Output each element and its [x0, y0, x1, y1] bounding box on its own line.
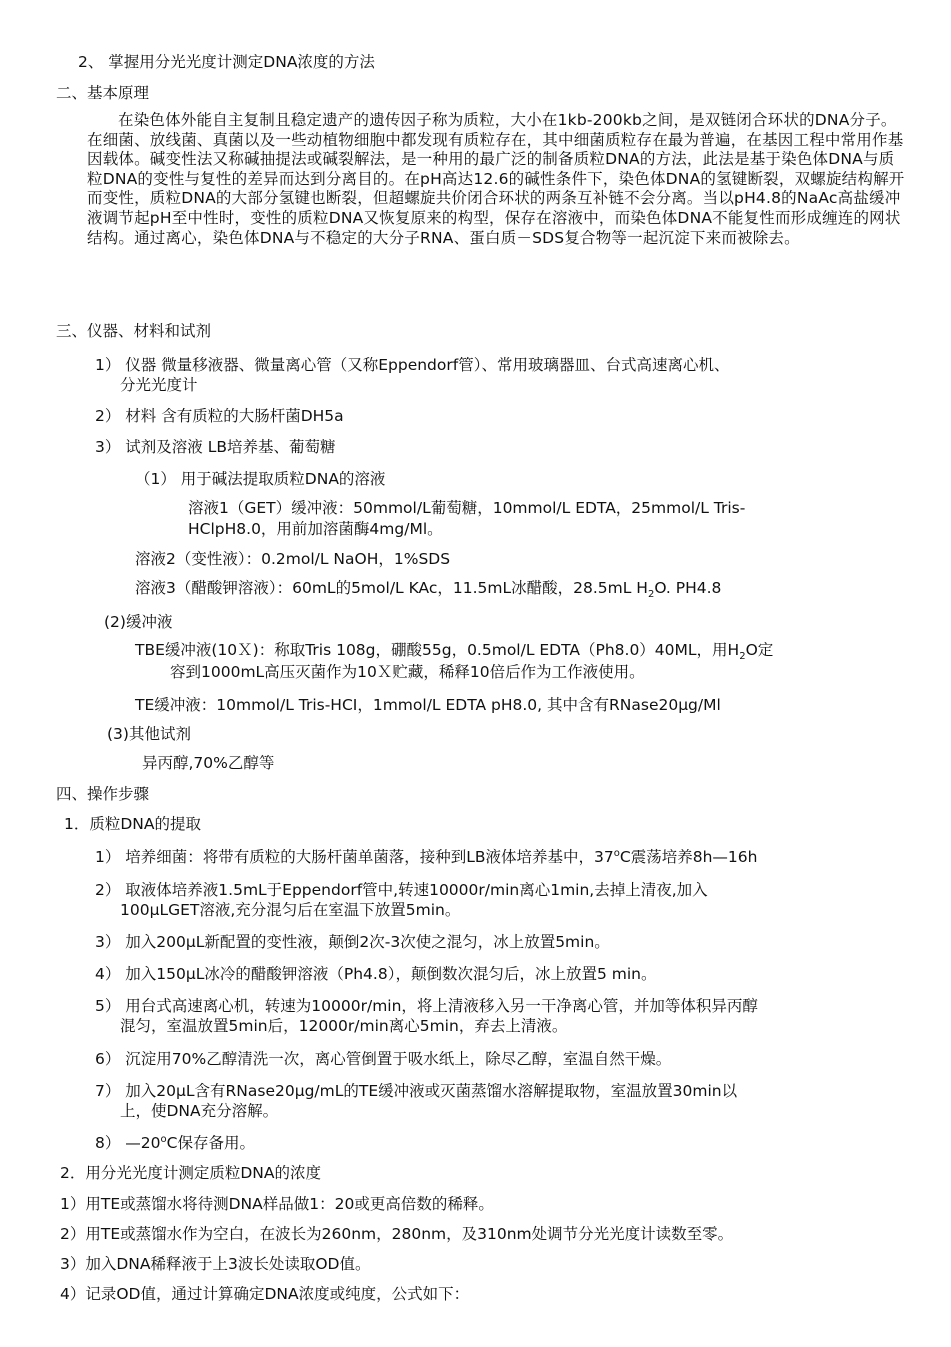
material-item: 2） 材料 含有质粒的大肠杆菌DH5a [95, 407, 344, 425]
tbe-buffer: TBE缓冲液(10Ｘ)：称取Tris 108g，硼酸55g，0.5mol/L EDTA（Ph8.0）40ML，用$H_2O$定 [135, 641, 774, 663]
step-5: 5） 用台式高速离心机，转速为10000r/min，将上清液移入另一干净离心管，并加等体积异丙醇 [95, 997, 758, 1015]
step-2: 2） 取液体培养液1.5mL于Eppendorf管中,转速10000r/min离心1min,去掉上清夜,加入 [95, 881, 708, 899]
solution-1: 溶液1（GET）缓冲液：50mmol/L葡萄糖，10mmol/L EDTA，25mmol/L Tris- [188, 499, 746, 517]
te-buffer: TE缓冲液：10mmol/L Tris-HCI，1mmol/L EDTA pH8.0, 其中含有RNase20μg/Ml [135, 696, 721, 714]
tbe-buffer-cont: 容到1000mL高压灭菌作为10Ｘ贮藏，稀释10倍后作为工作液使用。 [170, 663, 645, 681]
step-6: 6） 沉淀用70%乙醇清洗一次，离心管倒置于吸水纸上，除尽乙醇，室温自然干燥。 [95, 1050, 672, 1068]
step-1: 1） 培养细菌：将带有质粒的大肠杆菌单菌落，接种到LB液体培养基中，37$^o$C震荡培养8h—16h [95, 847, 758, 866]
section-4-heading: 四、操作步骤 [56, 785, 150, 803]
measure-step-3: 3）加入DNA稀释液于上3波长处读取OD值。 [60, 1255, 371, 1273]
part-1-heading: 1．质粒DNA的提取 [64, 815, 201, 833]
section-3-heading: 三、仪器、材料和试剂 [56, 322, 212, 340]
section-2-heading: 二、基本原理 [56, 84, 150, 102]
solution-3: 溶液3（醋酸钾溶液）：60mL的5mol/L KAc，11.5mL冰醋酸，28.5mL $H_2O$. PH4.8 [135, 579, 722, 601]
step-7-cont: 上，使DNA充分溶解。 [120, 1102, 279, 1120]
solution-2: 溶液2（变性液）：0.2mol/L NaOH，1%SDS [135, 550, 451, 568]
reagent-sub-2: (2)缓冲液 [104, 613, 173, 631]
step-8: 8） —20$^o$C保存备用。 [95, 1133, 255, 1152]
measure-step-2: 2）用TE或蒸馏水作为空白，在波长为260nm，280nm，及310nm处调节分光光度计读数至零。 [60, 1225, 734, 1243]
measure-step-4: 4）记录OD值，通过计算确定DNA浓度或纯度，公式如下： [60, 1285, 470, 1303]
part-2-heading: 2．用分光光度计测定质粒DNA的浓度 [60, 1164, 321, 1182]
reagent-item: 3） 试剂及溶液 LB培养基、葡萄糖 [95, 438, 336, 456]
principle-paragraph: 在染色体外能自主复制且稳定遗产的遗传因子称为质粒，大小在1kb-200kb之间，是双链闭合环状的DNA分子。在细菌、放线菌、真菌以及一些动植物细胞中都发现有质粒存在，其中细菌质粒存在最为普遍，在基因工程中常用作基因载体。碱变性法又称碱抽提法或碱裂解法，是一种用的最广泛的制备质粒DNA的方法，此法是基于染色体DNA与质粒DNA的变性与复性的差异而达到分离目的。在pH高达12.6的碱性条件下，染色体DNA的氢键断裂，双螺旋结构解开而变性，质粒DNA的大部分氢键也断裂，但超螺旋共价闭合环状的两条互补链不会分离。当以pH4.8的NaAc高盐缓冲液调节起pH至中性时，变性的质粒DNA又恢复原来的构型，保存在溶液中，而染色体DNA不能复性而形成缠连的网状结构。通过离心，染色体DNA与不稳定的大分子RNA、蛋白质－SDS复合物等一起沉淀下来而被除去。 [87, 111, 905, 247]
reagent-sub-3: (3)其他试剂 [107, 725, 191, 743]
objective-2: 2、 掌握用分光光度计测定DNA浓度的方法 [78, 53, 375, 71]
solution-1-cont: HClpH8.0，用前加溶菌酶4mg/Ml。 [188, 520, 443, 538]
other-reagents: 异丙醇,70%乙醇等 [142, 754, 275, 772]
step-5-cont: 混匀，室温放置5min后，12000r/min离心5min，弃去上清液。 [120, 1017, 568, 1035]
instrument-item-cont: 分光光度计 [120, 376, 198, 394]
step-2-cont: 100μLGET溶液,充分混匀后在室温下放置5min。 [120, 901, 461, 919]
step-7: 7） 加入20μL含有RNase20μg/mL的TE缓冲液或灭菌蒸馏水溶解提取物，室温放置30min以 [95, 1082, 738, 1100]
reagent-sub-1: （1） 用于碱法提取质粒DNA的溶液 [135, 470, 386, 488]
step-3: 3） 加入200μL新配置的变性液，颠倒2次-3次使之混匀，冰上放置5min。 [95, 933, 610, 951]
step-4: 4） 加入150μL冰冷的醋酸钾溶液（Ph4.8），颠倒数次混匀后，冰上放置5 min。 [95, 965, 657, 983]
instrument-item: 1） 仪器 微量移液器、微量离心管（又称Eppendorf管）、常用玻璃器皿、台式高速离心机、 [95, 356, 730, 374]
measure-step-1: 1）用TE或蒸馏水将待测DNA样品做1：20或更高倍数的稀释。 [60, 1195, 494, 1213]
